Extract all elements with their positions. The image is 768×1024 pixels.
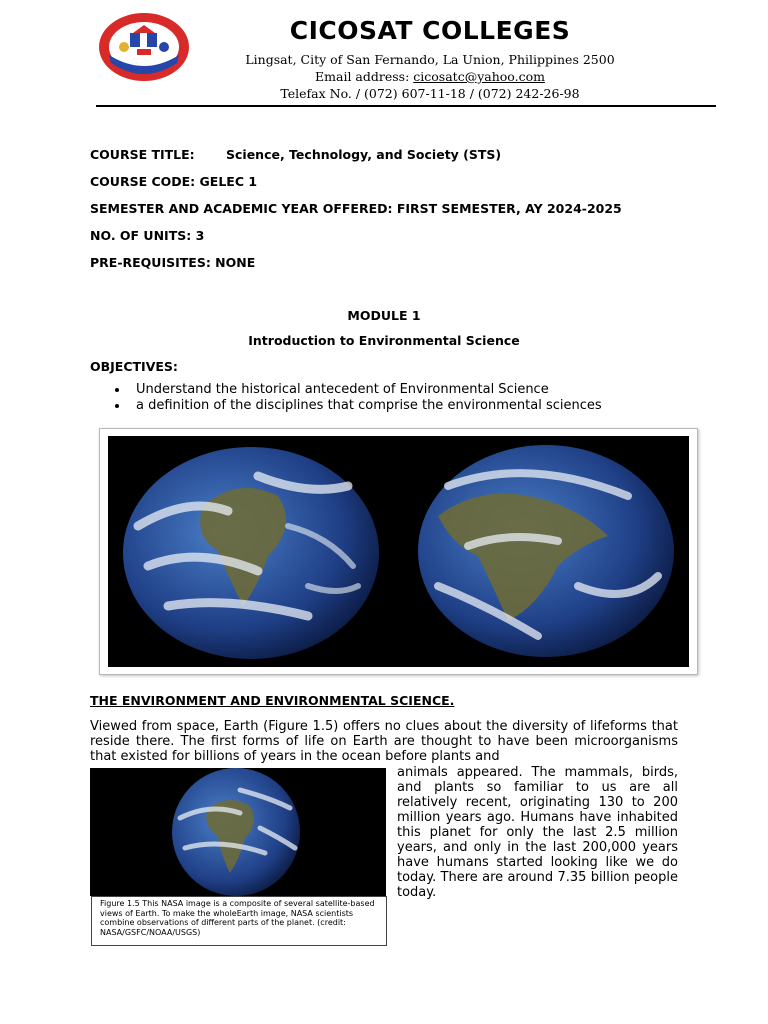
college-name: CICOSAT COLLEGES bbox=[289, 16, 571, 45]
earth-hemispheres-image bbox=[99, 428, 698, 675]
course-title-label: COURSE TITLE: bbox=[90, 147, 195, 162]
college-address: Lingsat, City of San Fernando, La Union, Philippines 2500 bbox=[245, 52, 615, 67]
email-link[interactable]: cicosatc@yahoo.com bbox=[413, 69, 545, 84]
objective-item: a definition of the disciplines that comprise the environmental sciences bbox=[112, 398, 602, 414]
module-number: MODULE 1 bbox=[347, 308, 421, 323]
figure-caption: Figure 1.5 This NASA image is a composite of several satellite-based views of Earth. To make the wholeEarth image, NASA scientists combine observations of different parts of the planet. (credit: NASA/GSFC/NOAA/USGS) bbox=[91, 896, 387, 946]
course-title-value: Science, Technology, and Society (STS) bbox=[226, 147, 502, 162]
college-email-line bbox=[200, 69, 660, 84]
module-title: Introduction to Environmental Science bbox=[248, 333, 520, 348]
college-logo bbox=[97, 11, 191, 83]
earth-image-background bbox=[108, 436, 689, 667]
prerequisites: PRE-REQUISITES: NONE bbox=[90, 255, 256, 270]
earth-figure-image bbox=[90, 768, 386, 896]
objectives-label: OBJECTIVES: bbox=[90, 359, 178, 374]
course-code: COURSE CODE: GELEC 1 bbox=[90, 174, 258, 189]
semester-offered: SEMESTER AND ACADEMIC YEAR OFFERED: FIRST SEMESTER, AY 2024-2025 bbox=[90, 201, 622, 216]
number-of-units: NO. OF UNITS: 3 bbox=[90, 228, 205, 243]
section-title: THE ENVIRONMENT AND ENVIRONMENTAL SCIENCE. bbox=[90, 693, 455, 708]
section-paragraph-continued: animals appeared. The mammals, birds, and plants so familiar to us are all relatively recent, originating 130 to 200 million years ago. Humans have inhabited this planet for only the last 2.5 million years, and only in the last 200,000 years have humans started looking like we do today. There are around 7.35 billion people today. bbox=[397, 765, 678, 900]
course-title-row bbox=[90, 147, 502, 162]
section-paragraph: Viewed from space, Earth (Figure 1.5) offers no clues about the diversity of lifeforms that reside there. The first forms of life on Earth are thought to have been microorganisms that existed for billions of years in the ocean before plants and bbox=[90, 719, 678, 764]
college-telefax: Telefax No. / (072) 607-11-18 / (072) 242-26-98 bbox=[280, 86, 580, 101]
objective-item: Understand the historical antecedent of Environmental Science bbox=[112, 382, 602, 398]
objectives-list bbox=[112, 382, 602, 414]
email-label: Email address: bbox=[315, 69, 414, 84]
header-divider bbox=[96, 105, 716, 107]
